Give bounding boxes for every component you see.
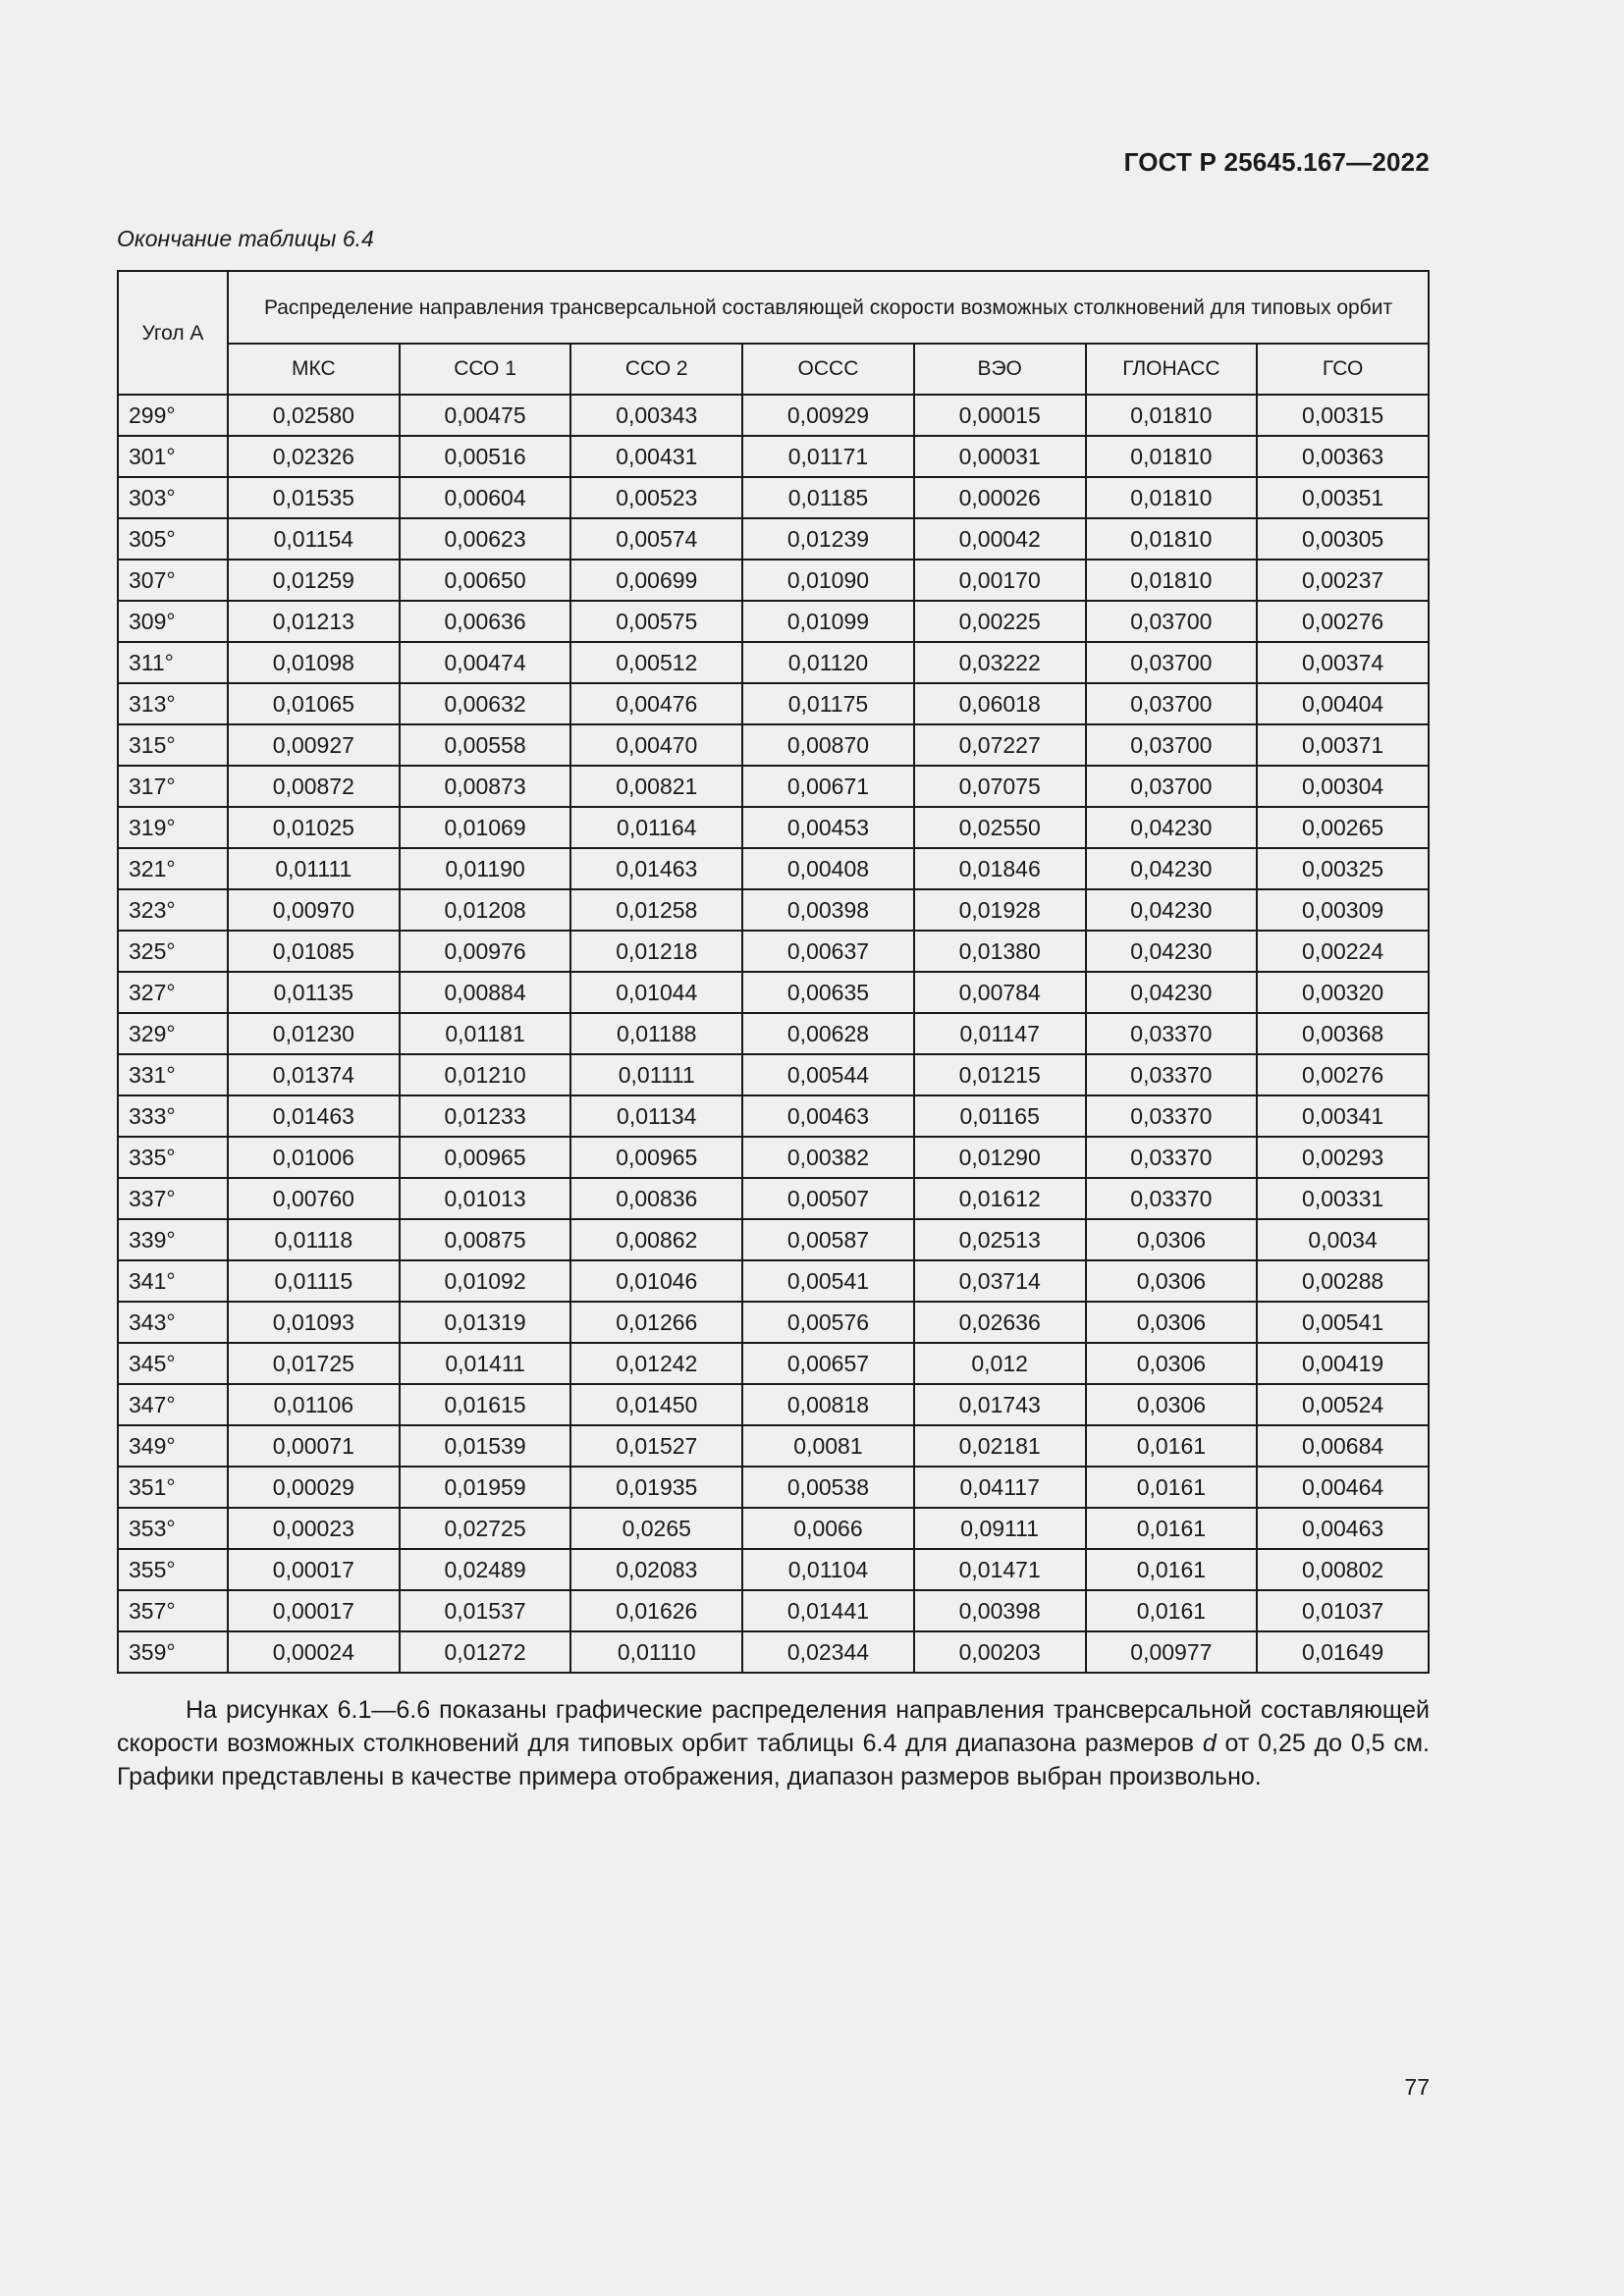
- angle-cell: 359°: [118, 1631, 228, 1673]
- value-cell: 0,00419: [1257, 1343, 1429, 1384]
- value-cell: 0,00276: [1257, 601, 1429, 642]
- distribution-group-header: Распределение направления трансверсальной составляющей скорости возможных столкновений для типовых орбит: [228, 271, 1429, 344]
- value-cell: 0,00927: [228, 724, 400, 766]
- value-cell: 0,00343: [570, 395, 742, 436]
- value-cell: 0,01044: [570, 972, 742, 1013]
- value-cell: 0,00802: [1257, 1549, 1429, 1590]
- value-cell: 0,01290: [914, 1137, 1086, 1178]
- value-cell: 0,01181: [400, 1013, 571, 1054]
- value-cell: 0,04230: [1086, 807, 1258, 848]
- value-cell: 0,03700: [1086, 724, 1258, 766]
- value-cell: 0,00623: [400, 518, 571, 560]
- value-cell: 0,00538: [742, 1467, 914, 1508]
- value-cell: 0,00017: [228, 1549, 400, 1590]
- value-cell: 0,02083: [570, 1549, 742, 1590]
- value-cell: 0,01527: [570, 1425, 742, 1467]
- value-cell: 0,01319: [400, 1302, 571, 1343]
- value-cell: 0,01810: [1086, 560, 1258, 601]
- angle-cell: 325°: [118, 931, 228, 972]
- value-cell: 0,03222: [914, 642, 1086, 683]
- value-cell: 0,00029: [228, 1467, 400, 1508]
- value-cell: 0,01175: [742, 683, 914, 724]
- value-cell: 0,01099: [742, 601, 914, 642]
- value-cell: 0,01846: [914, 848, 1086, 889]
- value-cell: 0,01025: [228, 807, 400, 848]
- value-cell: 0,00784: [914, 972, 1086, 1013]
- table-row: [118, 642, 1429, 683]
- orbit-column-header: ССО 2: [570, 344, 742, 395]
- value-cell: 0,01111: [228, 848, 400, 889]
- angle-cell: 321°: [118, 848, 228, 889]
- value-cell: 0,00237: [1257, 560, 1429, 601]
- angle-cell: 305°: [118, 518, 228, 560]
- value-cell: 0,00374: [1257, 642, 1429, 683]
- value-cell: 0,00628: [742, 1013, 914, 1054]
- angle-cell: 311°: [118, 642, 228, 683]
- value-cell: 0,0161: [1086, 1467, 1258, 1508]
- orbit-column-header: ГСО: [1257, 344, 1429, 395]
- angle-cell: 333°: [118, 1095, 228, 1137]
- data-table: [117, 270, 1430, 1674]
- table-row: [118, 848, 1429, 889]
- value-cell: 0,00475: [400, 395, 571, 436]
- value-cell: 0,03370: [1086, 1013, 1258, 1054]
- angle-cell: 309°: [118, 601, 228, 642]
- table-row: [118, 1631, 1429, 1673]
- value-cell: 0,01154: [228, 518, 400, 560]
- angle-cell: 341°: [118, 1260, 228, 1302]
- value-cell: 0,00026: [914, 477, 1086, 518]
- angle-cell: 317°: [118, 766, 228, 807]
- table-row: [118, 972, 1429, 1013]
- value-cell: 0,00463: [742, 1095, 914, 1137]
- value-cell: 0,00524: [1257, 1384, 1429, 1425]
- value-cell: 0,00398: [914, 1590, 1086, 1631]
- paragraph-text-start: На рисунках 6.1—6.6 показаны графические распределения направления трансверсальной составляющей скорости возможных столкновений для типовых орбит таблицы 6.4 для диапазона размеров: [117, 1696, 1430, 1757]
- table-row: [118, 889, 1429, 931]
- value-cell: 0,01537: [400, 1590, 571, 1631]
- angle-cell: 331°: [118, 1054, 228, 1095]
- value-cell: 0,01215: [914, 1054, 1086, 1095]
- table-row: [118, 931, 1429, 972]
- value-cell: 0,00970: [228, 889, 400, 931]
- value-cell: 0,01239: [742, 518, 914, 560]
- value-cell: 0,00976: [400, 931, 571, 972]
- value-cell: 0,03700: [1086, 601, 1258, 642]
- value-cell: 0,03700: [1086, 642, 1258, 683]
- value-cell: 0,03370: [1086, 1095, 1258, 1137]
- value-cell: 0,01013: [400, 1178, 571, 1219]
- value-cell: 0,01213: [228, 601, 400, 642]
- value-cell: 0,00862: [570, 1219, 742, 1260]
- table-caption: Окончание таблицы 6.4: [117, 226, 374, 251]
- angle-cell: 355°: [118, 1549, 228, 1590]
- value-cell: 0,00170: [914, 560, 1086, 601]
- value-cell: 0,02326: [228, 436, 400, 477]
- value-cell: 0,00474: [400, 642, 571, 683]
- value-cell: 0,00017: [228, 1590, 400, 1631]
- value-cell: 0,01106: [228, 1384, 400, 1425]
- value-cell: 0,00382: [742, 1137, 914, 1178]
- table-row: [118, 1302, 1429, 1343]
- value-cell: 0,00636: [400, 601, 571, 642]
- value-cell: 0,00544: [742, 1054, 914, 1095]
- paragraph-text-end: от 0,25 до 0,5 см. Графики представлены в качестве примера отображения, диапазон размеров выбран произвольно.: [117, 1730, 1430, 1790]
- value-cell: 0,00476: [570, 683, 742, 724]
- value-cell: 0,00821: [570, 766, 742, 807]
- value-cell: 0,0306: [1086, 1343, 1258, 1384]
- value-cell: 0,01093: [228, 1302, 400, 1343]
- value-cell: 0,00977: [1086, 1631, 1258, 1673]
- value-cell: 0,00523: [570, 477, 742, 518]
- table-row: [118, 1178, 1429, 1219]
- orbit-column-header: ГЛОНАСС: [1086, 344, 1258, 395]
- value-cell: 0,01463: [570, 848, 742, 889]
- value-cell: 0,0161: [1086, 1425, 1258, 1467]
- value-cell: 0,01147: [914, 1013, 1086, 1054]
- value-cell: 0,00512: [570, 642, 742, 683]
- value-cell: 0,01210: [400, 1054, 571, 1095]
- value-cell: 0,03370: [1086, 1178, 1258, 1219]
- value-cell: 0,01134: [570, 1095, 742, 1137]
- value-cell: 0,01190: [400, 848, 571, 889]
- table-row: [118, 1095, 1429, 1137]
- value-cell: 0,00015: [914, 395, 1086, 436]
- value-cell: 0,0306: [1086, 1302, 1258, 1343]
- value-cell: 0,02550: [914, 807, 1086, 848]
- value-cell: 0,01626: [570, 1590, 742, 1631]
- value-cell: 0,01649: [1257, 1631, 1429, 1673]
- angle-cell: 299°: [118, 395, 228, 436]
- value-cell: 0,01810: [1086, 395, 1258, 436]
- value-cell: 0,01242: [570, 1343, 742, 1384]
- value-cell: 0,02513: [914, 1219, 1086, 1260]
- value-cell: 0,00965: [570, 1137, 742, 1178]
- value-cell: 0,01441: [742, 1590, 914, 1631]
- value-cell: 0,00368: [1257, 1013, 1429, 1054]
- value-cell: 0,00604: [400, 477, 571, 518]
- value-cell: 0,03700: [1086, 766, 1258, 807]
- value-cell: 0,00404: [1257, 683, 1429, 724]
- table-row: [118, 395, 1429, 436]
- value-cell: 0,04230: [1086, 972, 1258, 1013]
- angle-cell: 347°: [118, 1384, 228, 1425]
- value-cell: 0,02489: [400, 1549, 571, 1590]
- value-cell: 0,0161: [1086, 1590, 1258, 1631]
- value-cell: 0,0306: [1086, 1384, 1258, 1425]
- value-cell: 0,01098: [228, 642, 400, 683]
- value-cell: 0,00315: [1257, 395, 1429, 436]
- table-row: [118, 683, 1429, 724]
- angle-cell: 337°: [118, 1178, 228, 1219]
- value-cell: 0,00024: [228, 1631, 400, 1673]
- value-cell: 0,0034: [1257, 1219, 1429, 1260]
- value-cell: 0,01069: [400, 807, 571, 848]
- table-row: [118, 1549, 1429, 1590]
- value-cell: 0,00371: [1257, 724, 1429, 766]
- value-cell: 0,00558: [400, 724, 571, 766]
- angle-cell: 307°: [118, 560, 228, 601]
- value-cell: 0,01230: [228, 1013, 400, 1054]
- value-cell: 0,07227: [914, 724, 1086, 766]
- value-cell: 0,00875: [400, 1219, 571, 1260]
- value-cell: 0,01165: [914, 1095, 1086, 1137]
- table-row: [118, 436, 1429, 477]
- value-cell: 0,01120: [742, 642, 914, 683]
- value-cell: 0,00224: [1257, 931, 1429, 972]
- value-cell: 0,01188: [570, 1013, 742, 1054]
- value-cell: 0,00293: [1257, 1137, 1429, 1178]
- value-cell: 0,01104: [742, 1549, 914, 1590]
- value-cell: 0,00305: [1257, 518, 1429, 560]
- angle-cell: 315°: [118, 724, 228, 766]
- value-cell: 0,01539: [400, 1425, 571, 1467]
- value-cell: 0,01374: [228, 1054, 400, 1095]
- value-cell: 0,00320: [1257, 972, 1429, 1013]
- table-row: [118, 1508, 1429, 1549]
- value-cell: 0,00325: [1257, 848, 1429, 889]
- value-cell: 0,00870: [742, 724, 914, 766]
- value-cell: 0,00042: [914, 518, 1086, 560]
- value-cell: 0,01090: [742, 560, 914, 601]
- table-row: [118, 1384, 1429, 1425]
- value-cell: 0,00929: [742, 395, 914, 436]
- table-row: [118, 1137, 1429, 1178]
- value-cell: 0,00453: [742, 807, 914, 848]
- value-cell: 0,00071: [228, 1425, 400, 1467]
- value-cell: 0,00818: [742, 1384, 914, 1425]
- value-cell: 0,01810: [1086, 477, 1258, 518]
- value-cell: 0,0265: [570, 1508, 742, 1549]
- value-cell: 0,00351: [1257, 477, 1429, 518]
- value-cell: 0,0081: [742, 1425, 914, 1467]
- value-cell: 0,01185: [742, 477, 914, 518]
- value-cell: 0,00276: [1257, 1054, 1429, 1095]
- value-cell: 0,04230: [1086, 889, 1258, 931]
- value-cell: 0,01218: [570, 931, 742, 972]
- value-cell: 0,01110: [570, 1631, 742, 1673]
- value-cell: 0,01810: [1086, 436, 1258, 477]
- value-cell: 0,00431: [570, 436, 742, 477]
- value-cell: 0,0306: [1086, 1260, 1258, 1302]
- value-cell: 0,01135: [228, 972, 400, 1013]
- table-row: [118, 766, 1429, 807]
- value-cell: 0,0161: [1086, 1549, 1258, 1590]
- value-cell: 0,00463: [1257, 1508, 1429, 1549]
- value-cell: 0,03370: [1086, 1137, 1258, 1178]
- table-row: [118, 1425, 1429, 1467]
- angle-cell: 301°: [118, 436, 228, 477]
- value-cell: 0,00363: [1257, 436, 1429, 477]
- value-cell: 0,02580: [228, 395, 400, 436]
- value-cell: 0,00408: [742, 848, 914, 889]
- value-cell: 0,02344: [742, 1631, 914, 1673]
- value-cell: 0,01380: [914, 931, 1086, 972]
- angle-cell: 353°: [118, 1508, 228, 1549]
- table-row: [118, 1343, 1429, 1384]
- value-cell: 0,0161: [1086, 1508, 1258, 1549]
- angle-cell: 343°: [118, 1302, 228, 1343]
- value-cell: 0,01006: [228, 1137, 400, 1178]
- table-row: [118, 1467, 1429, 1508]
- value-cell: 0,01258: [570, 889, 742, 931]
- table-row: [118, 1260, 1429, 1302]
- value-cell: 0,01115: [228, 1260, 400, 1302]
- value-cell: 0,00873: [400, 766, 571, 807]
- table-row: [118, 477, 1429, 518]
- value-cell: 0,00288: [1257, 1260, 1429, 1302]
- value-cell: 0,01164: [570, 807, 742, 848]
- value-cell: 0,00650: [400, 560, 571, 601]
- value-cell: 0,00760: [228, 1178, 400, 1219]
- angle-cell: 357°: [118, 1590, 228, 1631]
- value-cell: 0,00587: [742, 1219, 914, 1260]
- angle-cell: 323°: [118, 889, 228, 931]
- value-cell: 0,01725: [228, 1343, 400, 1384]
- value-cell: 0,03714: [914, 1260, 1086, 1302]
- value-cell: 0,01266: [570, 1302, 742, 1343]
- value-cell: 0,00699: [570, 560, 742, 601]
- value-cell: 0,01085: [228, 931, 400, 972]
- value-cell: 0,01046: [570, 1260, 742, 1302]
- value-cell: 0,06018: [914, 683, 1086, 724]
- angle-cell: 327°: [118, 972, 228, 1013]
- value-cell: 0,00574: [570, 518, 742, 560]
- body-paragraph: [117, 1693, 1430, 1793]
- value-cell: 0,01259: [228, 560, 400, 601]
- value-cell: 0,03700: [1086, 683, 1258, 724]
- value-cell: 0,00576: [742, 1302, 914, 1343]
- value-cell: 0,00541: [742, 1260, 914, 1302]
- table-row: [118, 1054, 1429, 1095]
- value-cell: 0,00872: [228, 766, 400, 807]
- value-cell: 0,01810: [1086, 518, 1258, 560]
- value-cell: 0,01450: [570, 1384, 742, 1425]
- value-cell: 0,012: [914, 1343, 1086, 1384]
- table-row: [118, 1013, 1429, 1054]
- value-cell: 0,01928: [914, 889, 1086, 931]
- value-cell: 0,00023: [228, 1508, 400, 1549]
- value-cell: 0,01411: [400, 1343, 571, 1384]
- value-cell: 0,04230: [1086, 848, 1258, 889]
- angle-cell: 351°: [118, 1467, 228, 1508]
- table-row: [118, 1590, 1429, 1631]
- table-row: [118, 724, 1429, 766]
- angle-column-header: Угол А: [118, 271, 228, 395]
- value-cell: 0,00265: [1257, 807, 1429, 848]
- value-cell: 0,01612: [914, 1178, 1086, 1219]
- value-cell: 0,00637: [742, 931, 914, 972]
- value-cell: 0,01959: [400, 1467, 571, 1508]
- angle-cell: 335°: [118, 1137, 228, 1178]
- value-cell: 0,01208: [400, 889, 571, 931]
- value-cell: 0,01065: [228, 683, 400, 724]
- value-cell: 0,00304: [1257, 766, 1429, 807]
- value-cell: 0,01111: [570, 1054, 742, 1095]
- value-cell: 0,00507: [742, 1178, 914, 1219]
- document-id: ГОСТ Р 25645.167—2022: [1123, 147, 1430, 177]
- value-cell: 0,00965: [400, 1137, 571, 1178]
- value-cell: 0,02636: [914, 1302, 1086, 1343]
- value-cell: 0,00331: [1257, 1178, 1429, 1219]
- value-cell: 0,00657: [742, 1343, 914, 1384]
- page-number: 77: [1404, 2074, 1430, 2100]
- value-cell: 0,01615: [400, 1384, 571, 1425]
- value-cell: 0,00470: [570, 724, 742, 766]
- value-cell: 0,01935: [570, 1467, 742, 1508]
- value-cell: 0,00836: [570, 1178, 742, 1219]
- value-cell: 0,00884: [400, 972, 571, 1013]
- orbit-column-header: ОССС: [742, 344, 914, 395]
- value-cell: 0,00541: [1257, 1302, 1429, 1343]
- value-cell: 0,00516: [400, 436, 571, 477]
- angle-cell: 349°: [118, 1425, 228, 1467]
- angle-cell: 339°: [118, 1219, 228, 1260]
- value-cell: 0,00031: [914, 436, 1086, 477]
- angle-cell: 345°: [118, 1343, 228, 1384]
- value-cell: 0,00464: [1257, 1467, 1429, 1508]
- value-cell: 0,00671: [742, 766, 914, 807]
- value-cell: 0,00635: [742, 972, 914, 1013]
- orbit-column-header: ССО 1: [400, 344, 571, 395]
- table-row: [118, 560, 1429, 601]
- value-cell: 0,04230: [1086, 931, 1258, 972]
- value-cell: 0,01463: [228, 1095, 400, 1137]
- value-cell: 0,09111: [914, 1508, 1086, 1549]
- table-row: [118, 1219, 1429, 1260]
- table-row: [118, 601, 1429, 642]
- value-cell: 0,01092: [400, 1260, 571, 1302]
- value-cell: 0,04117: [914, 1467, 1086, 1508]
- value-cell: 0,02181: [914, 1425, 1086, 1467]
- value-cell: 0,0066: [742, 1508, 914, 1549]
- angle-cell: 329°: [118, 1013, 228, 1054]
- value-cell: 0,03370: [1086, 1054, 1258, 1095]
- value-cell: 0,00341: [1257, 1095, 1429, 1137]
- angle-cell: 303°: [118, 477, 228, 518]
- value-cell: 0,01171: [742, 436, 914, 477]
- value-cell: 0,00225: [914, 601, 1086, 642]
- value-cell: 0,01037: [1257, 1590, 1429, 1631]
- angle-cell: 319°: [118, 807, 228, 848]
- angle-cell: 313°: [118, 683, 228, 724]
- value-cell: 0,01233: [400, 1095, 571, 1137]
- orbit-column-header: ВЭО: [914, 344, 1086, 395]
- value-cell: 0,00309: [1257, 889, 1429, 931]
- table-row: [118, 518, 1429, 560]
- value-cell: 0,01743: [914, 1384, 1086, 1425]
- value-cell: 0,00398: [742, 889, 914, 931]
- value-cell: 0,00632: [400, 683, 571, 724]
- variable-d: d: [1202, 1730, 1217, 1757]
- orbit-column-header: МКС: [228, 344, 400, 395]
- value-cell: 0,01118: [228, 1219, 400, 1260]
- value-cell: 0,0306: [1086, 1219, 1258, 1260]
- value-cell: 0,01272: [400, 1631, 571, 1673]
- value-cell: 0,02725: [400, 1508, 571, 1549]
- value-cell: 0,07075: [914, 766, 1086, 807]
- table-row: [118, 807, 1429, 848]
- value-cell: 0,00203: [914, 1631, 1086, 1673]
- value-cell: 0,01535: [228, 477, 400, 518]
- value-cell: 0,00575: [570, 601, 742, 642]
- value-cell: 0,00684: [1257, 1425, 1429, 1467]
- value-cell: 0,01471: [914, 1549, 1086, 1590]
